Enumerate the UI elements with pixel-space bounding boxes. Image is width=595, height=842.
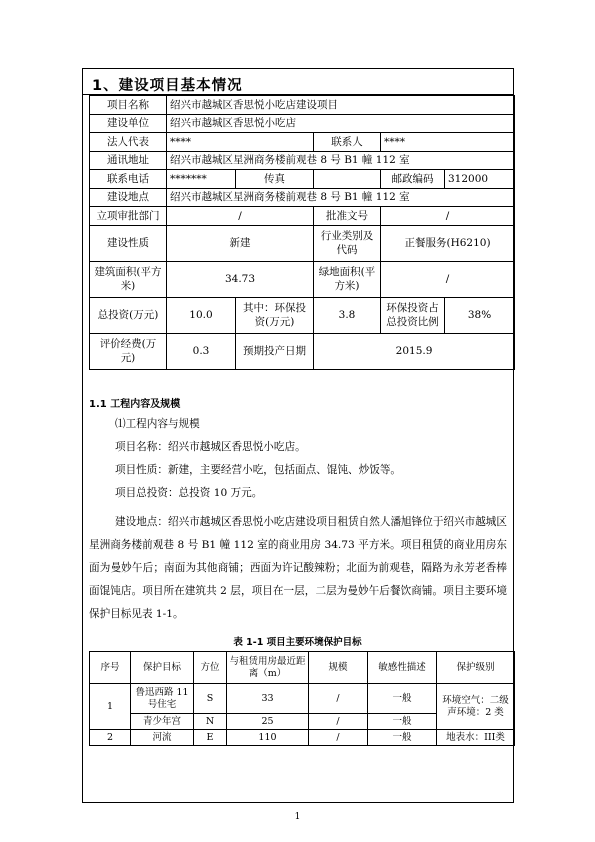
value-green: / xyxy=(381,261,515,297)
cell-sensitivity: 一般 xyxy=(368,714,437,730)
cell-scale: / xyxy=(309,684,368,714)
cell-scale: / xyxy=(309,714,368,730)
paragraph: 项目总投资：总投资 10 万元。 xyxy=(115,487,263,499)
cell-target: 河流 xyxy=(131,730,194,746)
label-project-name: 项目名称 xyxy=(90,96,167,115)
value-project-name: 绍兴市越城区香思悦小吃店建设项目 xyxy=(167,96,515,115)
table-row xyxy=(90,96,515,115)
table-caption: 表 1-1 项目主要环境保护目标 xyxy=(233,637,362,648)
table-row xyxy=(90,261,515,297)
value-approval-no: / xyxy=(381,207,515,226)
label-date: 预期投产日期 xyxy=(236,333,314,369)
label-industry: 行业类别及代码 xyxy=(314,225,381,261)
col-header: 方位 xyxy=(194,652,227,684)
cell-no: 2 xyxy=(90,730,131,746)
col-header: 保护级别 xyxy=(437,652,515,684)
cell-distance: 33 xyxy=(227,684,309,714)
label-eval-fee: 评价经费(万元) xyxy=(90,333,167,369)
label-phone: 联系电话 xyxy=(90,170,167,189)
cell-direction: E xyxy=(194,730,227,746)
value-legal: **** xyxy=(167,133,314,152)
col-header: 规模 xyxy=(309,652,368,684)
col-header: 序号 xyxy=(90,652,131,684)
label-site: 建设地点 xyxy=(90,188,167,207)
value-phone: ******* xyxy=(167,170,236,189)
label-approval-dept: 立项审批部门 xyxy=(90,207,167,226)
col-header: 保护目标 xyxy=(131,652,194,684)
value-industry: 正餐服务(H6210) xyxy=(381,225,515,261)
value-address: 绍兴市越城区星洲商务楼前观巷 8 号 B1 幢 112 室 xyxy=(167,151,515,170)
table-row xyxy=(90,730,515,746)
value-ratio: 38% xyxy=(445,297,515,333)
table-row xyxy=(90,133,515,152)
table-row xyxy=(90,151,515,170)
cell-sensitivity: 一般 xyxy=(368,684,437,714)
value-postcode: 312000 xyxy=(445,170,515,189)
label-ratio: 环保投资占总投资比例 xyxy=(381,297,445,333)
label-invest: 总投资(万元) xyxy=(90,297,167,333)
cell-level: 环境空气：二级 声环境：2 类 xyxy=(437,684,515,730)
value-unit: 绍兴市越城区香思悦小吃店 xyxy=(167,114,515,133)
cell-distance: 25 xyxy=(227,714,309,730)
cell-distance: 110 xyxy=(227,730,309,746)
value-fax xyxy=(314,170,381,189)
paragraph: 建设地点：绍兴市越城区香思悦小吃店建设项目租赁自然人潘旭锋位于绍兴市越城区星洲商务楼前观巷 8 号 B1 幢 112 室的商业用房 34.73 平方米。项目租赁的商业用房东面为曼妙午后；南面为其他商铺；西面为许记酸辣粉；北面为前观巷，隔路为永芳老香棒面馄饨店。项目所在建筑共 2 层，项目在一层，二层为曼妙午后餐饮商铺。项目主要环境保护目标见表 1-1。 xyxy=(89,516,507,620)
label-env-invest: 其中：环保投资(万元) xyxy=(236,297,314,333)
cell-direction: S xyxy=(194,684,227,714)
label-contact: 联系人 xyxy=(314,133,381,152)
table-row xyxy=(90,207,515,226)
cell-sensitivity: 一般 xyxy=(368,730,437,746)
table-row xyxy=(90,333,515,369)
env-protection-table xyxy=(89,651,515,746)
table-row xyxy=(90,297,515,333)
table-row xyxy=(90,684,515,714)
table-header-row xyxy=(90,652,515,684)
value-approval-dept: / xyxy=(167,207,314,226)
value-env-invest: 3.8 xyxy=(314,297,381,333)
cell-target: 鲁迅西路 11 号住宅 xyxy=(131,684,194,714)
label-unit: 建设单位 xyxy=(90,114,167,133)
value-date: 2015.9 xyxy=(314,333,515,369)
value-nature: 新建 xyxy=(167,225,314,261)
label-legal: 法人代表 xyxy=(90,133,167,152)
cell-no: 1 xyxy=(90,684,131,730)
cell-scale: / xyxy=(309,730,368,746)
label-address: 通讯地址 xyxy=(90,151,167,170)
label-area: 建筑面积(平方米) xyxy=(90,261,167,297)
label-nature: 建设性质 xyxy=(90,225,167,261)
table-row xyxy=(90,188,515,207)
col-header: 敏感性描述 xyxy=(368,652,437,684)
page-title: 1、建设项目基本情况 xyxy=(92,78,243,94)
value-site: 绍兴市越城区星洲商务楼前观巷 8 号 B1 幢 112 室 xyxy=(167,188,515,207)
value-invest: 10.0 xyxy=(167,297,236,333)
label-postcode: 邮政编码 xyxy=(381,170,445,189)
page-number: 1 xyxy=(294,812,301,822)
cell-direction: N xyxy=(194,714,227,730)
label-approval-no: 批准文号 xyxy=(314,207,381,226)
table-row xyxy=(90,114,515,133)
col-header: 与租赁用房最近距离（m） xyxy=(227,652,309,684)
cell-target: 青少年宫 xyxy=(131,714,194,730)
value-eval-fee: 0.3 xyxy=(167,333,236,369)
paragraph: ⑴工程内容与规模 xyxy=(115,418,200,430)
value-contact: **** xyxy=(381,133,515,152)
paragraph: 项目性质：新建，主要经营小吃，包括面点、馄饨、炒饭等。 xyxy=(115,464,402,476)
label-fax: 传真 xyxy=(236,170,314,189)
table-row xyxy=(90,170,515,189)
value-area: 34.73 xyxy=(167,261,314,297)
label-green: 绿地面积(平方米) xyxy=(314,261,381,297)
table-row xyxy=(90,225,515,261)
section-title: 1.1 工程内容及规模 xyxy=(89,399,181,410)
paragraph: 项目名称：绍兴市越城区香思悦小吃店。 xyxy=(115,441,306,453)
project-info-table xyxy=(89,95,515,370)
cell-level: 地表水：III类 xyxy=(437,730,515,746)
